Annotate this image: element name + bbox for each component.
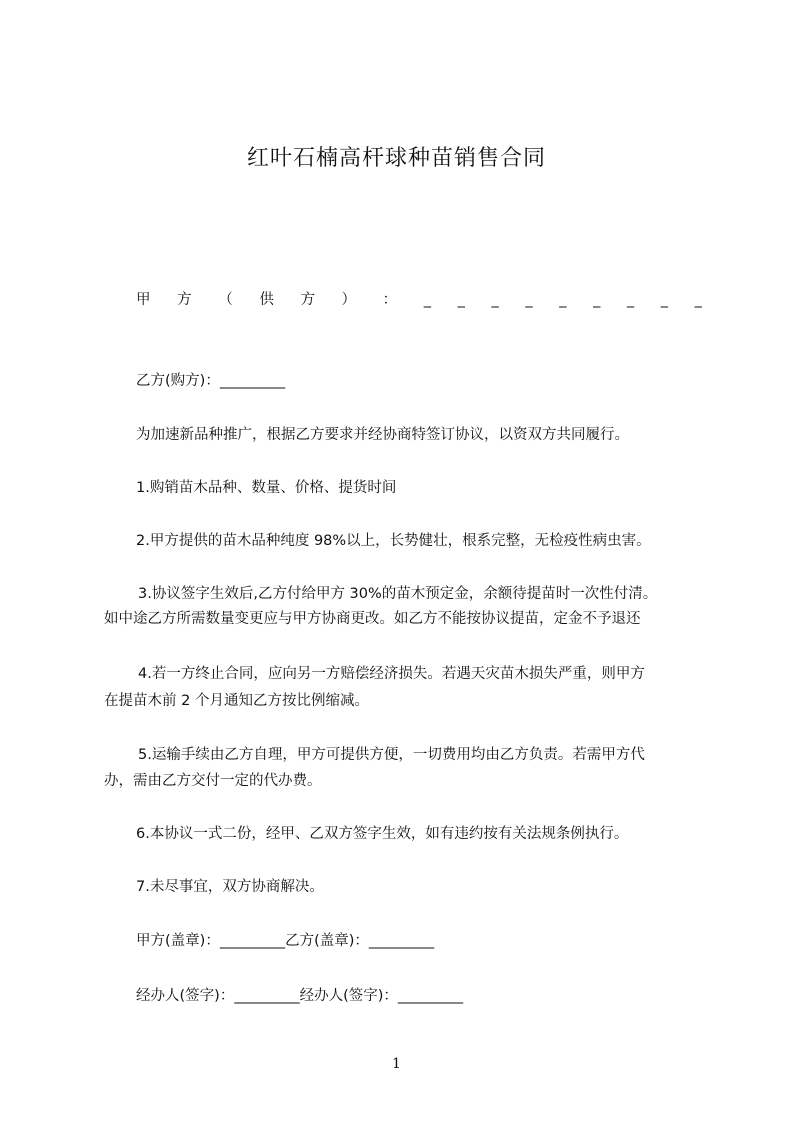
clause-5-line-2: 办，需由乙方交付一定的代办费。 — [104, 773, 322, 789]
clause-1: 1.购销苗木品种、数量、价格、提货时间 — [136, 480, 397, 496]
party-a-char: 供 — [259, 292, 274, 308]
agent-signature-line: 经办人(签字)：_________经办人(签字)：_________ — [136, 988, 464, 1004]
party-a-blank: _ — [457, 292, 465, 308]
party-a-line — [136, 286, 702, 315]
party-a-blank: _ — [593, 292, 601, 308]
clause-4-line-1: 4.若一方终止合同，应向另一方赔偿经济损失。若遇天灾苗木损失严重，则甲方 — [138, 666, 645, 682]
party-a-char: （ — [218, 292, 233, 308]
page-number: 1 — [392, 1056, 401, 1072]
clause-2: 2.甲方提供的苗木品种纯度 98%以上，长势健壮，根系完整，无检疫性病虫害。 — [136, 533, 651, 549]
party-a-blank: _ — [660, 292, 669, 308]
intro-paragraph: 为加速新品种推广，根据乙方要求并经协商特签订协议，以资双方共同履行。 — [136, 427, 629, 443]
clause-6: 6.本协议一式二份，经甲、乙双方签字生效，如有违约按有关法规条例执行。 — [136, 826, 629, 842]
clause-4-line-2: 在提苗木前 2 个月通知乙方按比例缩减。 — [104, 693, 369, 709]
party-a-blank: _ — [525, 292, 533, 308]
clause-3-line-1: 3.协议签字生效后,乙方付给甲方 30%的苗木预定金，余额待提苗时一次性付清。 — [138, 586, 658, 602]
party-a-char: 方 — [300, 292, 315, 308]
party-a-char: 方 — [177, 292, 192, 308]
party-b-line: 乙方(购方)：_________ — [136, 373, 286, 389]
seal-line: 甲方(盖章)：_________乙方(盖章)：_________ — [136, 933, 435, 949]
party-a-char: 甲 — [136, 292, 151, 308]
party-a-char: ： — [382, 292, 398, 308]
clause-3-line-2: 如中途乙方所需数量变更应与甲方协商更改。如乙方不能按协议提苗，定金不予退还 — [104, 611, 641, 627]
party-a-blank: _ — [694, 292, 702, 308]
party-a-blank: _ — [559, 292, 567, 308]
party-a-blank: _ — [423, 292, 432, 308]
party-a-blank: _ — [491, 292, 499, 308]
party-a-char: ） — [341, 292, 357, 308]
party-a-blank: _ — [626, 292, 635, 308]
clause-5-line-1: 5.运输手续由乙方自理，甲方可提供方便，一切费用均由乙方负责。若需甲方代 — [138, 747, 645, 763]
page-title: 红叶石楠高杆球种苗销售合同 — [246, 146, 546, 171]
clause-7: 7.未尽事宜，双方协商解决。 — [136, 879, 324, 895]
